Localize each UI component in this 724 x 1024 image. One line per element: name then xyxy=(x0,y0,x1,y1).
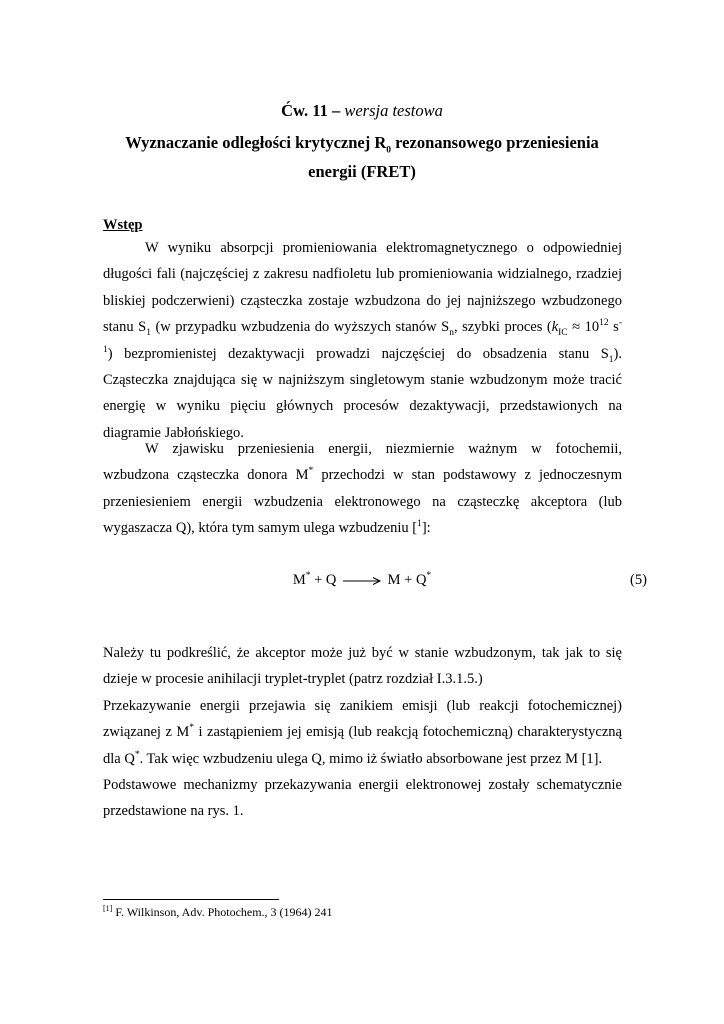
text-line: dla Q*. Tak więc wzbudzeniu ulega Q, mimo iż światło absorbowane jest przez M [1]. xyxy=(103,749,603,767)
exercise-version: wersja testowa xyxy=(344,101,443,120)
text-line: wzbudzona cząsteczka donora M* przechodzi w stan podstawowy z jednoczesnym xyxy=(103,466,622,484)
footnote: [1] F. Wilkinson, Adv. Photochem., 3 (1964) 241 xyxy=(103,904,333,919)
exercise-number: Ćw. 11 – xyxy=(281,101,341,120)
paragraph-intro xyxy=(103,235,622,446)
text-line: W zjawisku przeniesienia energii, niezmiernie ważnym w fotochemii, xyxy=(145,441,622,457)
paragraph-energy-transfer xyxy=(103,436,622,542)
document-title-line-2: energii (FRET) xyxy=(308,162,416,181)
text-line: wygaszacza Q), która tym samym ulega wzbudzeniu [$^1$]: xyxy=(103,519,431,537)
text-line: stanu $S_1$ (w przypadku wzbudzenia do wyższych stanów $S_n$, szybki proces ($k_{IC} \approx 10^{12}$ s- xyxy=(103,318,622,339)
footnote-reference: 1 xyxy=(417,519,422,530)
equation-number: (5) xyxy=(630,572,647,588)
text-line: Podstawowe mechanizmy przekazywania energii elektronowej zostały schematycznie xyxy=(103,776,622,793)
equation: M* + Q M + Q* xyxy=(292,571,432,588)
text-line: Przekazywanie energii przejawia się zanikiem emisji (lub reakcji fotochemicznej) xyxy=(103,697,622,714)
footnote-separator xyxy=(103,899,279,900)
section-heading: Wstęp xyxy=(103,217,143,233)
text-line: Cząsteczka znajdująca się w najniższym singletowym stanie wzbudzonym może tracić xyxy=(103,371,622,388)
text-line: $^1$) bezpromienistej dezaktywacji prowadzi najczęściej do obsadzenia stanu $S_1$). xyxy=(103,344,622,365)
text-line: bliskiej podczerwieni) cząsteczka zostaje wzbudzona do jej najniższego wzbudzonego xyxy=(103,292,622,309)
text-line: Należy tu podkreślić, że akceptor może już być w stanie wzbudzonym, tak jak to się xyxy=(103,645,622,661)
text-line: długości fali (najczęściej z zakresu nadfioletu lub promieniowania widzialnego, rzadziej xyxy=(103,266,622,283)
text-line: W wyniku absorpcji promieniowania elektromagnetycznego o odpowiedniej xyxy=(145,240,622,256)
text-line: przedstawione na rys. 1. xyxy=(103,803,244,820)
text-line: przeniesieniem energii wzbudzenia elektronowego na cząsteczkę akceptora (lub xyxy=(103,493,622,510)
text-line: energię w wyniku pięciu głównych procesów dezaktywacji, przedstawionych na xyxy=(103,398,622,415)
text-line: związanej z M* i zastąpieniem jej emisją (lub reakcją fotochemiczną) charakterystyczną xyxy=(103,723,622,741)
footnote-mark: [1] xyxy=(103,904,113,913)
arrow-right-icon xyxy=(342,576,382,586)
paragraph-acceptor xyxy=(103,640,622,825)
exercise-title xyxy=(0,101,724,121)
document-title-line-1: Wyznaczanie odległości krytycznej $R_0$ rezonansowego przeniesienia xyxy=(125,133,599,156)
text-line: diagramie Jabłońskiego. xyxy=(103,424,244,441)
text-line: dzieje w procesie anihilacji tryplet-tryplet (patrz rozdział I.3.1.5.) xyxy=(103,671,483,688)
